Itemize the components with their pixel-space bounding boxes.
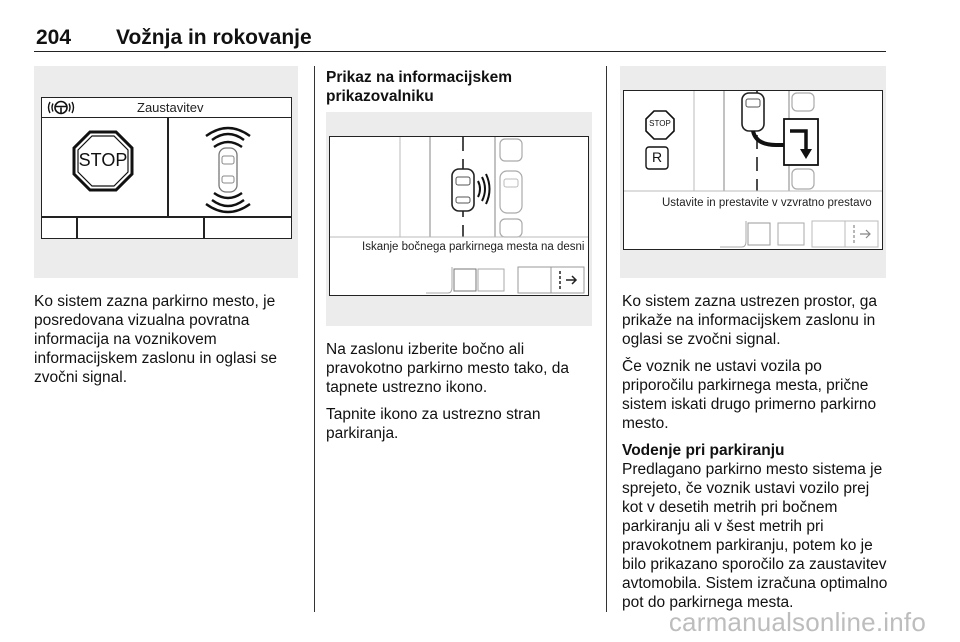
paragraph: Predlagano parkirno mesto sistema je sprejeto, če voznik ustavi vozilo prej kot v desetih metrih pri bočnem parkiranju ali v šest metrih pri pravokotnem parkiranju, potem ko je bilo prikazano sporočilo za zaustavitev avtomobila. Sistem izračuna optimalno pot do parkirnega mesta.: [622, 461, 888, 611]
display-title: Zaustavitev: [137, 100, 204, 115]
column1-text: [34, 292, 304, 395]
display-banner: Ustavite in prestavite v vzvratno prestavo: [662, 197, 872, 209]
column2-text: [326, 340, 592, 451]
section-heading: Prikaz na informacijskem prikazovalniku: [326, 69, 513, 105]
stop-sign-label: STOP: [78, 150, 128, 170]
driver-info-display: [41, 97, 292, 239]
figure-stop-display: [34, 66, 298, 278]
figure-stop-reverse: [620, 66, 886, 278]
chapter-title: Vožnja in rokovanje: [116, 26, 312, 49]
paragraph: Ko sistem zazna parkirno mesto, je posredovana vizualna povratna informacija na voznikovem informacijskem zaslonu in oglasi se zvočni signal.: [34, 293, 277, 386]
paragraph: Na zaslonu izberite bočno ali pravokotno parkirno mesto tako, da tapnete ustrezno ikono.: [326, 341, 569, 396]
stop-sign-icon: STOP: [649, 119, 671, 128]
car-sensor-icon: [188, 124, 268, 216]
display-divider: [167, 118, 169, 217]
page-header: [34, 26, 886, 52]
paragraph: Tapnite ikono za ustrezno stran parkiranja.: [326, 406, 541, 442]
watermark: carmanualsonline.info: [668, 607, 926, 637]
column-divider-1: [314, 66, 315, 612]
column-divider-2: [606, 66, 607, 612]
info-display-search: [329, 136, 589, 296]
paragraph: Če voznik ne ustavi vozila po priporočilu parkirnega mesta, prične sistem iskati drugo primerno parkirno mesto.: [622, 358, 877, 432]
steering-wheel-icon: [46, 99, 76, 116]
column3-text: [622, 292, 888, 620]
page-number: 204: [36, 26, 72, 49]
paragraph: Ko sistem zazna ustrezen prostor, ga prikaže na informacijskem zaslonu in oglasi se zvočni signal.: [622, 293, 878, 348]
display-title-bar: [42, 98, 291, 118]
reverse-gear-icon: R: [651, 149, 663, 165]
display-banner: Iskanje bočnega parkirnega mesta na desni: [362, 241, 585, 253]
figure-search-parking: [326, 112, 592, 326]
stop-sign-icon: [72, 130, 134, 192]
subsection-heading: Vodenje pri parkiranju: [622, 442, 785, 459]
display-bottom-rule: [42, 216, 291, 218]
info-display-stop: [623, 90, 883, 250]
